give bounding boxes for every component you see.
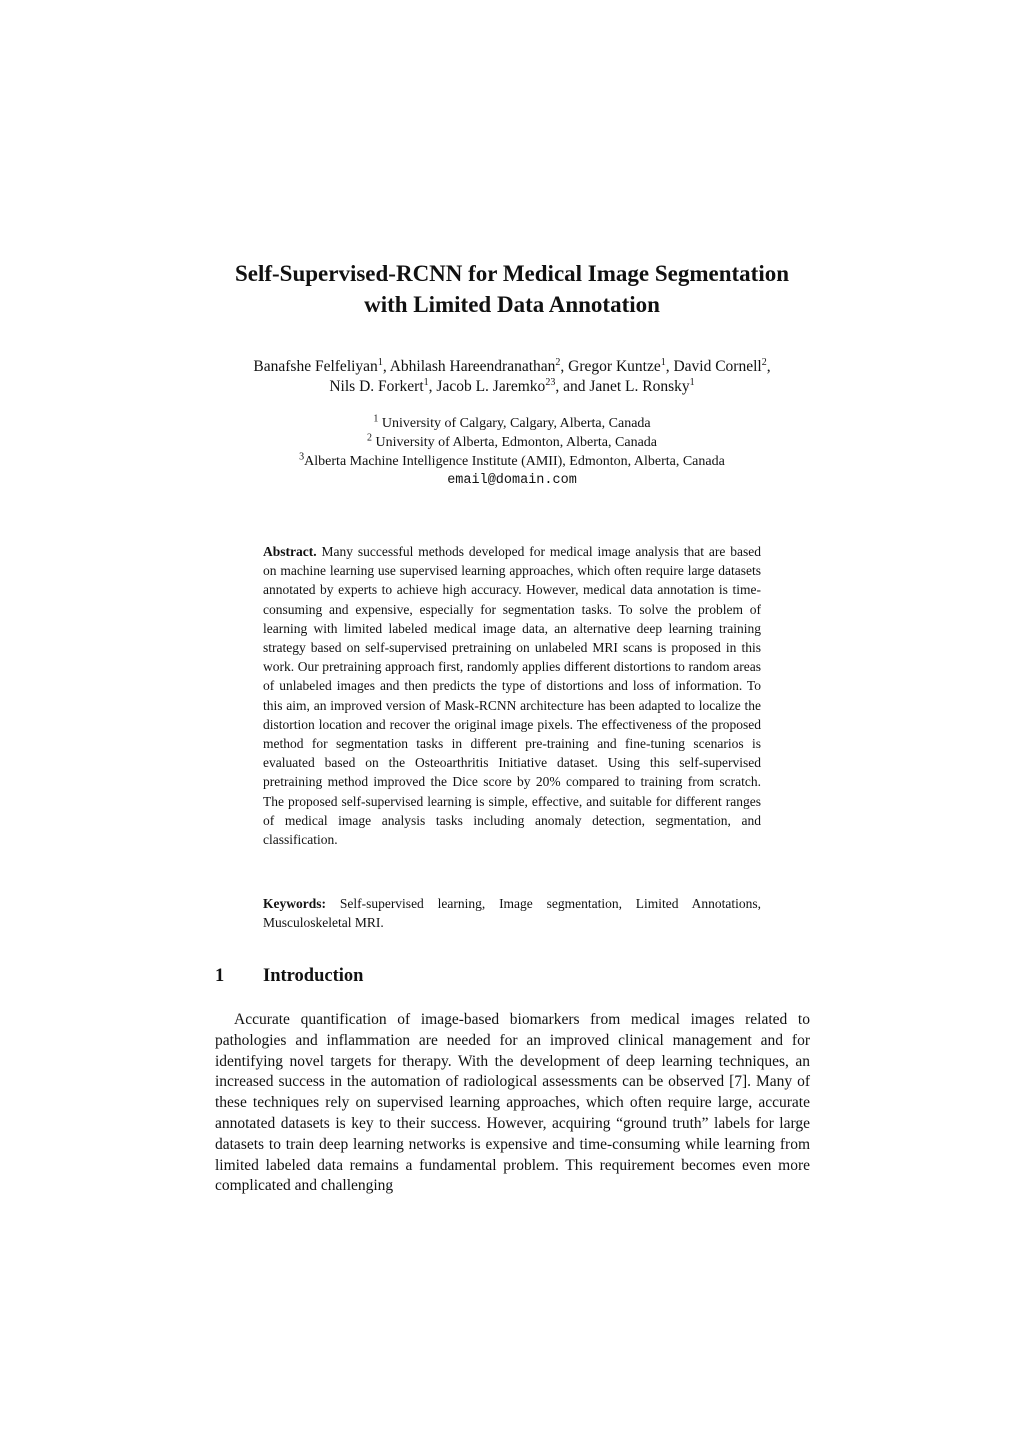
affiliation-sup: 2 (367, 432, 372, 444)
affiliation-list (0, 414, 1024, 490)
abstract-label: Abstract. (263, 544, 317, 559)
author-sep: , (428, 378, 437, 395)
affiliation-1 (0, 414, 1024, 433)
author-name: David Cornell (673, 358, 762, 375)
section-number: 1 (215, 966, 225, 986)
author-affil-sup: 2 (761, 356, 767, 368)
author-affil-sup: 2 (555, 356, 561, 368)
affiliation-text: University of Alberta, Edmonton, Alberta, Canada (372, 435, 657, 450)
author-affil-sup: 1 (377, 356, 383, 368)
author-name: Abhilash Hareendranathan (389, 358, 556, 375)
paper-title (0, 258, 1024, 320)
author-sep: , (382, 358, 390, 375)
author-name: Gregor Kuntze (568, 358, 661, 375)
affiliation-text: Alberta Machine Intelligence Institute (AMII), Edmonton, Alberta, Canada (304, 454, 725, 469)
abstract (263, 542, 761, 849)
affiliation-sup: 3 (299, 451, 305, 463)
title-line-2: with Limited Data Annotation (364, 292, 660, 317)
author-sep: , (766, 358, 771, 375)
author-name: Jacob L. Jaremko (436, 378, 546, 395)
affiliation-3 (0, 452, 1024, 471)
author-name: Banafshe Felfeliyan (253, 358, 378, 375)
author-affil-sup: 1 (423, 376, 429, 388)
author-name: Nils D. Forkert (329, 378, 424, 395)
author-affil-sup: 23 (545, 376, 556, 388)
keywords-label: Keywords: (263, 896, 326, 911)
author-sep: , (560, 358, 569, 375)
author-list (0, 357, 1024, 397)
abstract-text: Many successful methods developed for medical image analysis that are based on machine learning use supervised learning approaches, which often require large datasets annotated by experts to achieve high accuracy. However, medical data annotation is time-consuming and expensive, especially for segmentation tasks. To solve the problem of learning with limited labeled medical image data, an alternative deep learning training strategy based on self-supervised pretraining on unlabeled MRI scans is proposed in this work. Our pretraining approach first, randomly applies different distortions to random areas of unlabeled images and then predicts the type of distortions and loss of information. To this aim, an improved version of Mask-RCNN architecture has been adapted to localize the distortion location and recover the original image pixels. The effectiveness of the proposed method for segmentation tasks in different pre-training and fine-tuning scenarios is evaluated based on the Osteoarthritis Initiative dataset. Using this self-supervised pretraining method improved the Dice score by 20% compared to training from scratch. The proposed self-supervised learning is simple, effective, and suitable for different ranges of medical image analysis tasks including anomaly detection, segmentation, and classification. (263, 544, 761, 848)
affiliation-text: University of Calgary, Calgary, Alberta, Canada (378, 416, 651, 431)
author-name: and Janet L. Ronsky (563, 378, 690, 395)
affiliation-2 (0, 433, 1024, 452)
author-sep: , (665, 358, 674, 375)
author-affil-sup: 1 (689, 376, 695, 388)
introduction-paragraph: Accurate quantification of image-based biomarkers from medical images related to pathologies and inflammation are needed for an improved clinical management and for identifying novel targets for therapy. With the development of deep learning techniques, an increased success in the automation of radiological assessments can be observed [7]. Many of these techniques rely on supervised learning approaches, which often require large, accurate annotated datasets is key to their success. However, acquiring “ground truth” labels for large datasets to train deep learning networks is expensive and time-consuming while learning from limited labeled data remains a fundamental problem. This requirement becomes even more complicated and challenging (215, 1011, 810, 1195)
author-line-1 (0, 357, 1024, 377)
title-line-1: Self-Supervised-RCNN for Medical Image Segmentation (234, 261, 790, 286)
author-sep: , (555, 378, 564, 395)
section-heading (215, 964, 363, 988)
section-title: Introduction (263, 966, 364, 986)
keywords-text: Self-supervised learning, Image segmentation, Limited Annotations, Musculoskeletal MRI. (263, 896, 761, 931)
keywords (263, 894, 761, 932)
contact-email: email@domain.com (447, 473, 577, 488)
author-line-2 (0, 377, 1024, 397)
author-affil-sup: 1 (660, 356, 666, 368)
affiliation-sup: 1 (373, 413, 379, 425)
